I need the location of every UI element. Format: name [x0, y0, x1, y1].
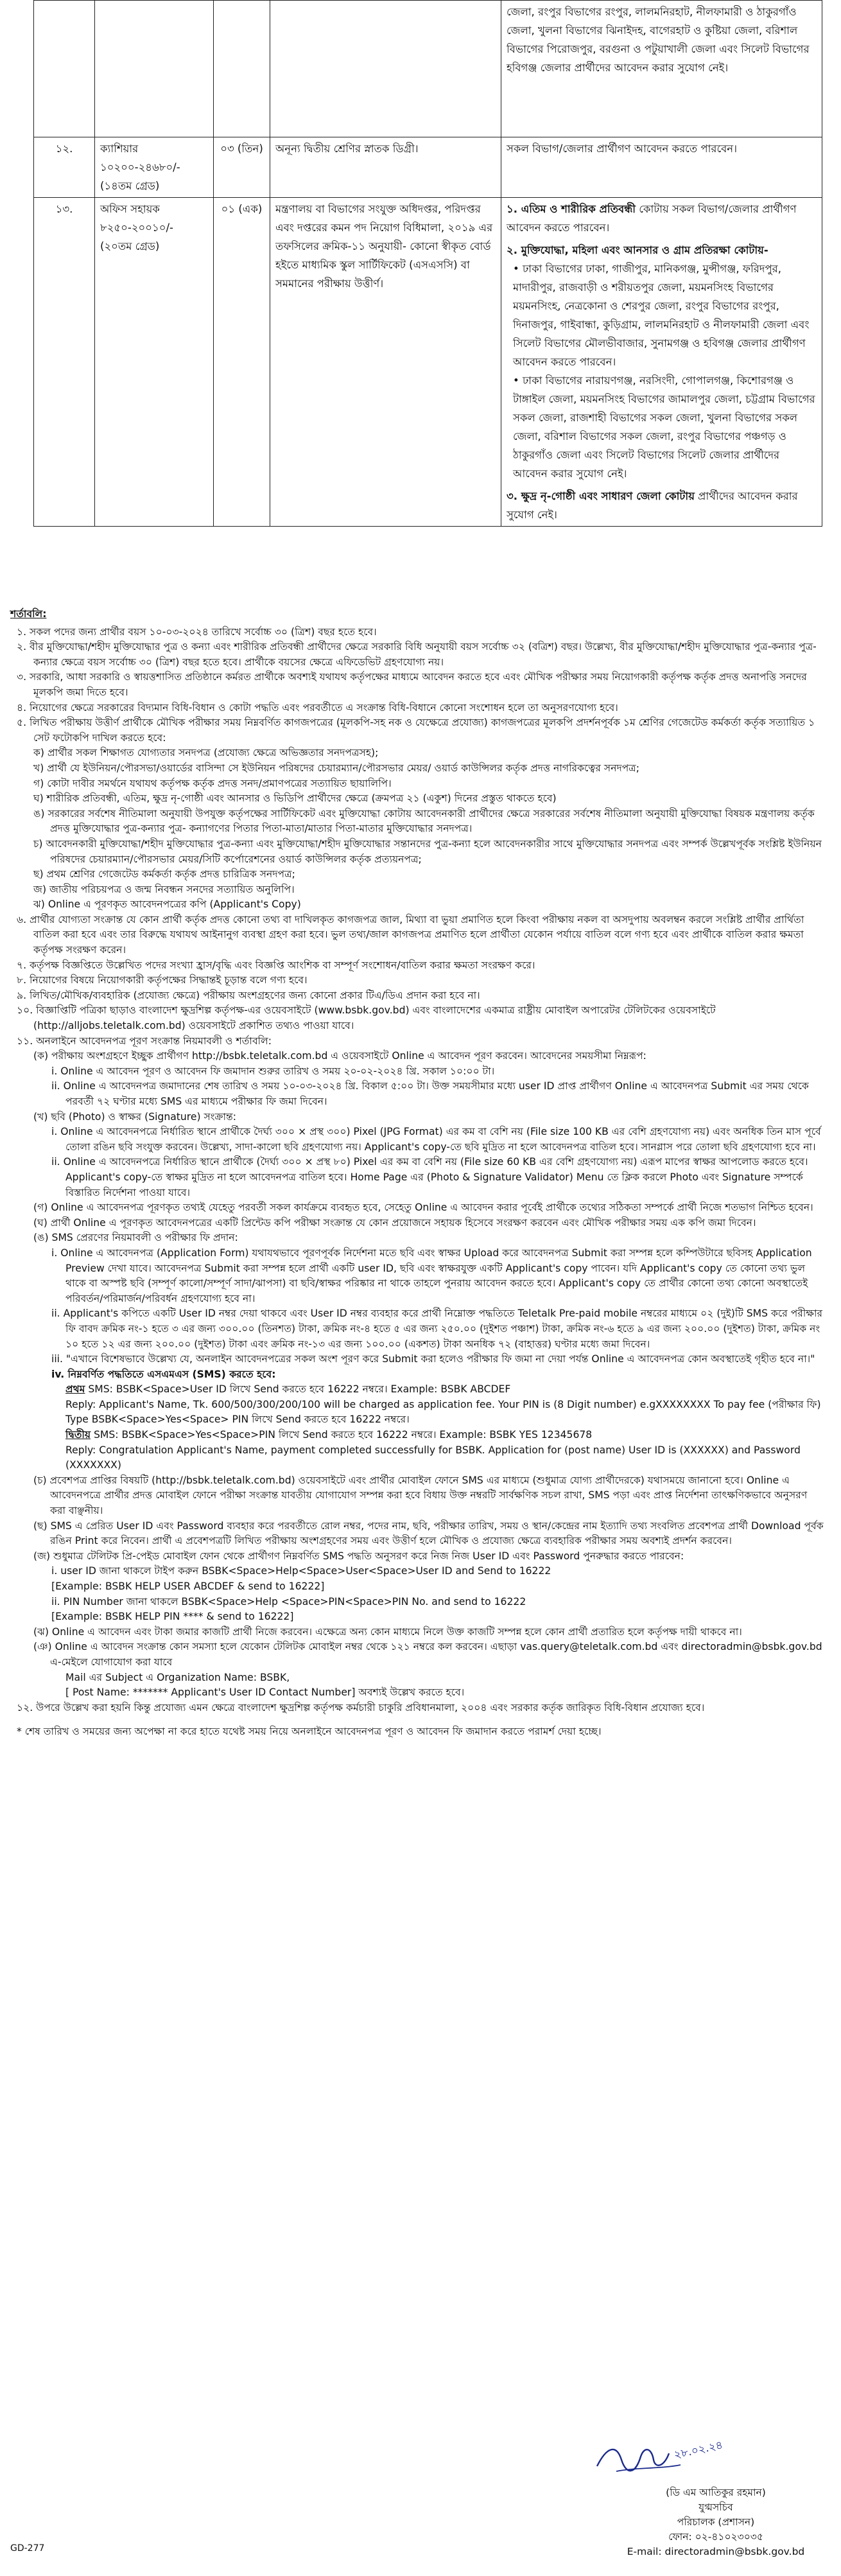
quota-item-head: ২. মুক্তিযোদ্ধা, মহিলা এবং আনসার ও গ্রাম প্রতিরক্ষা কোটায়-	[507, 244, 768, 256]
condition-subitem: ছ) প্রথম শ্রেণির গেজেটেড কর্মকর্তা কর্তৃক প্রদত্ত চারিত্রিক সনদপত্র;	[33, 868, 295, 881]
condition-item: ৩. সরকারি, আধা সরকারি ও স্বায়ত্তশাসিত প্রতিষ্ঠানে কর্মরত প্রার্থীকে অবশ্যই যথাযথ কর্তৃপক্ষের মাধ্যমে আবেদন করতে হবে এবং মৌখিক পরীক্ষার সময় নিয়োগকারী কর্তৃপক্ষ কর্তৃক প্রদত্ত অনাপত্তি সনদের মূলকপি জমা দিতে হবে।	[17, 671, 807, 698]
mail-subject-line: Mail এর Subject এ Organization Name: BSBK,	[65, 1671, 290, 1683]
serial-cell: ১২.	[34, 137, 95, 198]
post-cell: ক্যাশিয়ার ১০২০০-২৪৬৮০/- (১৪তম গ্রেড)	[95, 137, 214, 198]
signature-image	[591, 2434, 732, 2482]
condition-subitem: (চ) প্রবেশপত্র প্রাপ্তির বিষয়টি (http://bsbk.teletalk.com.bd) ওয়েবসাইটে এবং প্রার্থীর মোবাইল ফোনে SMS এর মাধ্যমে (শুধুমাত্র যোগ্য প্রার্থীদেরকে) যথাসময়ে জানানো হবে। Online এ আবেদনপত্রে প্রার্থীর প্রদত্ত মোবাইল ফোনে পরীক্ষা সংক্রান্ত যাবতীয় যোগাযোগ সম্পন্ন করা হবে বিধায় উক্ত নম্বরটি সার্বক্ষণিক সচল রাখা, SMS পড়া এবং প্রাপ্ত নির্দেশনা তাৎক্ষণিকভাবে অনুসরণ করা বাঞ্ছনীয়।	[33, 1474, 808, 1517]
table-row	[34, 137, 822, 198]
job-table	[33, 0, 822, 527]
officer-name: (ডি এম আতিকুর রহমান)	[666, 2487, 766, 2498]
condition-item: ৬. প্রার্থীর যোগ্যতা সংক্রান্ত যে কোন প্রার্থী কর্তৃক প্রদত্ত কোনো তথ্য বা দাখিলকৃত কাগজপত্র জাল, মিথ্যা বা ভুয়া প্রমাণিত হলে কিংবা পরীক্ষায় নকল বা অসদুপায় অবলম্বন করলে সংশ্লিষ্ট প্রার্থীর প্রার্থিতা বাতিল করা হবে এবং তার বিরুদ্ধে যথাযথ আইনানুগ ব্যবস্থা গ্রহণ করা হবে। ভুল তথ্য/জাল কাগজপত্র প্রমাণিত হলে প্রার্থীতা যেকোন পর্যায়ে বাতিল বলে গণ্য হবে এবং প্রার্থীকে বাতিল করার ক্ষমতা কর্তৃপক্ষ সংরক্ষণ করেন।	[17, 913, 804, 956]
officer-position: পরিচালক (প্রশাসন)	[677, 2516, 755, 2528]
condition-item: ৫. লিখিত পরীক্ষায় উত্তীর্ণ প্রার্থীকে মৌখিক পরীক্ষার সময় নিম্নবর্ণিত কাগজপত্রের (মূলকপি-সহ নক ও যেক্ষেত্রে প্রযোজ্য) কাগজপত্রের মূলকপি প্রদর্শনপূর্বক ১ম শ্রেণির গেজেটেড কর্মকর্তা কর্তৃক সত্যায়িত ১ সেট ফটোকপি দাখিল করতে হবে:	[17, 717, 815, 744]
condition-subitem: খ) প্রার্থী যে ইউনিয়ন/পৌরসভা/ওয়ার্ডের বাসিন্দা সে ইউনিয়ন পরিষদের চেয়ারম্যান/পৌরসভার মেয়র/ ওয়ার্ড কাউন্সিলর কর্তৃক প্রদত্ত নাগরিকত্বের সনদপত্র;	[33, 762, 640, 774]
officer-phone: ফোন: ০২-৪১০২৩০৩৫	[668, 2531, 763, 2543]
condition-subsubitem: i. user ID জানা থাকলে টাইপ করুন BSBK<Space>Help<Space>User<Space>User ID and Send to 16222	[51, 1565, 551, 1577]
condition-subitem: (জ) শুধুমাত্র টেলিটক প্রি-পেইড মোবাইল ফোন থেকে প্রার্থীগণ নিম্নবর্ণিত SMS পদ্ধতি অনুসরণ করে নিজ নিজ User ID এবং Password পুনরুদ্ধার করতে পারবেন:	[33, 1550, 684, 1562]
condition-subsubitem: ii. Online এ আবেদনপত্র জমাদানের শেষ তারিখ ও সময় ১০-০৩-২০২৪ খ্রি. বিকাল ৫:০০ টা। উক্ত সময়সীমার মধ্যে user ID প্রাপ্ত প্রার্থীগণ Online এ আবেদনপত্র Submit এর সময় থেকে পরবর্তী ৭২ ঘণ্টার মধ্যে SMS এর মাধ্যমে পরীক্ষার ফি জমা দিবেন।	[51, 1080, 809, 1107]
officer-email: E-mail: directoradmin@bsbk.gov.bd	[627, 2546, 805, 2557]
post-name-line: [ Post Name: ******* Applicant's User ID Contact Number] অবশ্যই উল্লেখ করতে হবে।	[65, 1687, 465, 1699]
condition-subitem: (গ) Online এ আবেদনপত্র পূরণকৃত তথ্যই যেহেতু পরবর্তী সকল কার্যক্রমে ব্যবহৃত হবে, সেহেতু Online এ আবেদন করার পূর্বেই প্রার্থীকে তথ্যের সঠিকতা সম্পর্কে প্রার্থী নিজে শতভাগ নিশ্চিত হবেন।	[33, 1202, 813, 1214]
quota-cell: সকল বিভাগ/জেলার প্রার্থীগণ আবেদন করতে পারবেন।	[501, 137, 822, 198]
condition-subitem: জ) জাতীয় পরিচয়পত্র ও জন্ম নিবন্ধন সনদের সত্যায়িত অনুলিপি।	[33, 883, 295, 895]
table-row	[34, 1, 822, 137]
condition-item: ১১. অনলাইনে আবেদনপত্র পূরণ সংক্রান্ত নিয়মাবলী ও শর্তাবলি:	[17, 1035, 272, 1047]
officer-title: যুগ্মসচিব	[698, 2502, 733, 2513]
condition-item: ১২. উপরে উল্লেখ করা হয়নি কিন্তু প্রযোজ্য এমন ক্ষেত্রে বাংলাদেশ ক্ষুদ্রশিল্প কর্তৃপক্ষ কর্মচারী চাকুরি প্রবিধানমালা, ২০০৪ এবং সরকার কর্তৃক জারিকৃত বিধি-বিধান প্রযোজ্য হবে।	[17, 1701, 705, 1713]
condition-subitem: গ) কোটা দাবীর সমর্থনে যথাযথ কর্তৃপক্ষ কর্তৃক প্রদত্ত সনদ/প্রমাণপত্রের সত্যায়িত ছায়ালিপি।	[33, 777, 392, 789]
condition-item: ৯. লিখিত/মৌখিক/ব্যবহারিক (প্রযোজ্য ক্ষেত্রে) পরীক্ষায় অংশগ্রহণের জন্য কোনো প্রকার টিএ/ডিএ প্রদান করা হবে না।	[17, 989, 480, 1001]
signature-block	[607, 2485, 825, 2559]
condition-subitem: ঝ) Online এ পূরণকৃত আবেদনপত্রের কপি (Applicant's Copy)	[33, 898, 301, 911]
sms-reply: Reply: Applicant's Name, Tk. 600/500/300/200/100 will be charged as application fee. Your PIN is (8 Digit number) e.gXXXXXXXX To pay fee (পরীক্ষার ফি) Type BSBK<Space>Yes<Space> PIN লিখে Send করতে হবে 16222 নম্বরে।	[65, 1398, 821, 1426]
quota-bullet: • ঢাকা বিভাগের নারায়ণগঞ্জ, নরসিংদী, গোপালগঞ্জ, কিশোরগঞ্জ ও টাঙ্গাইল জেলা, ময়মনসিংহ বিভাগের জামালপুর জেলা, চট্টগ্রাম বিভাগের সকল জেলা, রাজশাহী বিভাগের সকল জেলা, খুলনা বিভাগের সকল জেলা, বরিশাল বিভাগের সকল জেলা, রংপুর বিভাগের পঞ্চগড় ও ঠাকুরগাঁও জেলা এবং সিলেট বিভাগের সিলেট জেলার প্রার্থীদের আবেদন করার সুযোগ নেই।	[513, 374, 815, 480]
count-cell: ০৩ (তিন)	[214, 137, 270, 198]
condition-subsubitem: ii. Applicant's কপিতে একটি User ID নম্বর দেয়া থাকবে এবং User ID নম্বর ব্যবহার করে প্রার্থী নিম্নোক্ত পদ্ধতিতে Teletalk Pre-paid mobile নম্বরের মাধ্যমে ০২ (দুই)টি SMS করে পরীক্ষার ফি বাবদ ক্রমিক নং-১ হতে ৩ এর জন্য ৩০০.০০ (তিনশত) টাকা, ক্রমিক নং-৪ হতে ৫ এর জন্য ২৫০.০০ (দুইশত পঞ্চাশ) টাকা, ক্রমিক নং-৬ হতে ৯ এর জন্য ২০০.০০ (দুইশত) টাকা, ক্রমিক নং ১০ হতে ১২ এর জন্য ২০০.০০ (দুইশত) টাকা এবং ক্রমিক নং-১৩ এর জন্য ১০০.০০ (একশত) টাকা অনধিক ৭২ (বাহাত্তর) ঘণ্টার মধ্যে জমা দিবেন।	[51, 1308, 823, 1350]
condition-subsubitem: ii. PIN Number জানা থাকলে BSBK<Space>Help <Space>PIN<Space>PIN No. and send to 16222	[51, 1595, 526, 1608]
condition-subsubitem: [Example: BSBK HELP PIN **** & send to 16222]	[51, 1611, 294, 1623]
condition-subitem: (ক) পরীক্ষায় অংশগ্রহণে ইচ্ছুক প্রার্থীগণ http://bsbk.teletalk.com.bd এ ওয়েবসাইটে Online এ আবেদন পূরণ করবেন। আবেদনের সময়সীমা নিম্নরূপ:	[33, 1050, 646, 1062]
qualification-cell: মন্ত্রণালয় বা বিভাগের সংযুক্ত অধিদপ্তর, পরিদপ্তর এবং দপ্তরের কমন পদ নিয়োগ বিধিমালা, ২০১৯ এর তফসিলের ক্রমিক-১১ অনুযায়ী- কোনো স্বীকৃত বোর্ড হইতে মাধ্যমিক স্কুল সার্টিফিকেট (এসএসসি) বা সমমানের পরীক্ষায় উত্তীর্ণ।	[270, 198, 501, 527]
quota-item: ১. এতিম ও শারীরিক প্রতিবন্ধী কোটায় সকল বিভাগ/জেলার প্রার্থীগণ আবেদন করতে পারবেন।	[507, 203, 797, 234]
document-code: GD-277	[10, 2543, 45, 2554]
condition-subitem: ক) প্রার্থীর সকল শিক্ষাগত যোগ্যতার সনদপত্র (প্রযোজ্য ক্ষেত্রে অভিজ্ঞতার সনদপত্রসহ);	[33, 747, 379, 759]
quota-cell	[501, 198, 822, 527]
condition-subitem: ঙ) সরকারের সর্বশেষ নীতিমালা অনুযায়ী উপযুক্ত কর্তৃপক্ষের সার্টিফিকেট এবং মুক্তিযোদ্ধা কোটায় আবেদনকারী প্রার্থীদের ক্ষেত্রে সরকারের সর্বশেষ নীতিমালা অনুযায়ী মুক্তিযোদ্ধা বিষয়ক মন্ত্রণালয় কর্তৃক প্রদত্ত মুক্তিযোদ্ধার পুত্র-কন্যার পুত্র- কন্যাগণের পিতার পিতা-মাতা/মাতার পিতা-মাতার মুক্তিযোদ্ধার সনদপত্র।	[33, 807, 815, 835]
table-row	[34, 198, 822, 527]
condition-subitem: (ছ) SMS এ প্রেরিত User ID এবং Password ব্যবহার করে পরবর্তীতে রোল নম্বর, পদের নাম, ছবি, পরীক্ষার তারিখ, সময় ও স্থান/কেন্দ্রের নাম ইত্যাদি তথ্য সংবলিত প্রবেশপত্র প্রার্থী Download পূর্বক রঙিন Print করে নিবেন। প্রার্থী এ প্রবেশপত্রটি লিখিত পরীক্ষায় অংশগ্রহণের সময় এবং উত্তীর্ণ হলে মৌখিক ও প্রযোজ্য ক্ষেত্রে ব্যবহারিক পরীক্ষার সময় অবশ্যই প্রদর্শন করবেন।	[33, 1520, 824, 1547]
condition-subsubitem: i. Online এ আবেদনপত্র (Application Form) যথাযথভাবে পূরণপূর্বক নির্দেশনা মতে ছবি এবং স্বাক্ষর Upload করে আবেদনপত্র Submit করা সম্পন্ন হলে কম্পিউটারে ছবিসহ Application Preview দেখা যাবে। আবেদনপত্র Submit করা সম্পন্ন হলে প্রার্থী একটি user ID, ছবি এবং স্বাক্ষরযুক্ত একটি Applicant's copy পাবেন। যদি Applicant's copy তে কোনো তথ্য ভুল থাকে বা অস্পষ্ট ছবি (সম্পূর্ণ কালো/সম্পূর্ণ সাদা/ঝাপসা) বা ছবি/স্বাক্ষর পরিষ্কার না থাকে তাহলে পুনরায় আবেদন করতে হবে। Applicant's copy তে প্রার্থীর কোনো তথ্য কোনো অবস্থাতেই পরিবর্তন/পরিমার্জন/পরিবর্ধন গ্রহণযোগ্য হবে না।	[51, 1247, 812, 1304]
conditions-section	[10, 607, 826, 1740]
quota-cell: জেলা, রংপুর বিভাগের রংপুর, লালমনিরহাট, নীলফামারী ও ঠাকুরগাঁও জেলা, খুলনা বিভাগের ঝিনাইদহ, বাগেরহাট ও কুষ্টিয়া জেলা, বরিশাল বিভাগের পিরোজপুর, বরগুনা ও পটুয়াখালী জেলা এবং সিলেট বিভাগের হবিগঞ্জ জেলার প্রার্থীদের আবেদন করার সুযোগ নেই।	[501, 1, 822, 137]
count-cell: ০১ (এক)	[214, 198, 270, 527]
condition-subitem: (ঙ) SMS প্রেরণের নিয়মাবলী ও পরীক্ষার ফি প্রদান:	[33, 1232, 238, 1244]
condition-subitem: (ঞ) Online এ আবেদন সংক্রান্ত কোন সমস্যা হলে যেকোন টেলিটক মোবাইল নম্বর থেকে ১২১ নম্বরে কল করবেন। এছাড়া vas.query@teletalk.com.bd এবং directoradmin@bsbk.gov.bd এ-মেইলে যোগাযোগ করা যাবে	[33, 1641, 822, 1668]
advice-note: * শেষ তারিখ ও সময়ের জন্য অপেক্ষা না করে হাতে যথেষ্ট সময় নিয়ে অনলাইনে আবেদনপত্র পূরণ ও আবেদন ফি জমাদান করতে পরামর্শ দেয়া হচ্ছে।	[17, 1726, 602, 1738]
condition-subsubitem: i. Online এ আবেদনপত্রে নির্ধারিত স্থানে প্রার্থীকে দৈর্ঘ্য ৩০০ × প্রস্থ ৩০০) Pixel (JPG Format) এর কম বা বেশি নয় (File size 100 KB এর বেশি গ্রহণযোগ্য নয়) এবং অনধিক তিন মাস পূর্বে তোলা রঙিন ছবি সংযুক্ত করবেন। উল্লেখ্য, সাদা-কালো ছবি গ্রহণযোগ্য নয়। Applicant's copy-তে ছবি মুদ্রিত না হলে আবেদনপত্র বাতিল হবে। সানগ্লাস পরে তোলা ছবি গ্রহণযোগ্য হবে না।	[51, 1126, 821, 1153]
condition-subsubitem: iv. নিম্নবর্ণিত পদ্ধতিতে এসএমএস (SMS) করতে হবে:	[51, 1368, 276, 1380]
condition-subsubitem: iii. "এখানে বিশেষভাবে উল্লেখ্য যে, অনলাইন আবেদনপত্রের সকল অংশ পূরণ করে Submit করা হলেও পরীক্ষার ফি জমা না দেয়া পর্যন্ত Online এ আবেদনপত্র কোন অবস্থাতেই গৃহীত হবে না।"	[51, 1353, 815, 1365]
sms-reply: Reply: Congratulation Applicant's Name, payment completed successfully for BSBK. Application for (post name) User ID is (XXXXXX) and Password (XXXXXXX)	[65, 1444, 801, 1471]
conditions-heading: শর্তাবলি:	[10, 608, 47, 620]
condition-subsubitem: ii. Online এ আবেদনপত্রে নির্ধারিত স্থানে প্রার্থীকে (দৈর্ঘ্য ৩০০ × প্রস্থ ৮০) Pixel এর কম বা বেশি নয় (File size 60 KB এর বেশি গ্রহণযোগ্য নয়) এরূপ মাপের স্বাক্ষর আপলোড করতে হবে। Applicant's copy-তে স্বাক্ষর মুদ্রিত না হলে আবেদনপত্র বাতিল হবে। Home Page এর (Photo & Signature Validator) Menu তে ক্লিক করলে Photo এবং Signature সম্পর্কে বিস্তারিত নির্দেশনা পাওয়া যাবে।	[51, 1156, 808, 1198]
quota-item: ৩. ক্ষুদ্র নৃ-গোষ্ঠী এবং সাধারণ জেলা কোটায় প্রার্থীদের আবেদন করার সুযোগ নেই।	[507, 490, 798, 521]
sms-step: দ্বিতীয় SMS: BSBK<Space>Yes<Space>PIN লিখে Send করতে হবে 16222 নম্বরে। Example: BSBK YES 12345678	[65, 1429, 593, 1441]
condition-item: ২. বীর মুক্তিযোদ্ধা/শহীদ মুক্তিযোদ্ধার পুত্র ও কন্যা এবং শারীরিক প্রতিবন্ধী প্রার্থীদের ক্ষেত্রে সরকারি বিধি অনুযায়ী বয়স সর্বোচ্চ ৩২ (বত্রিশ) বছর। উল্লেখ্য, বীর মুক্তিযোদ্ধা/শহীদ মুক্তিযোদ্ধার পুত্র-কন্যার পুত্র-কন্যার ক্ষেত্রে বয়স সর্বোচ্চ ৩০ (ত্রিশ) বছর হতে হবে। প্রার্থীকে বয়সের ক্ষেত্রে এফিডেভিট গ্রহণযোগ্য নয়।	[17, 641, 817, 668]
condition-subitem: (খ) ছবি (Photo) ও স্বাক্ষর (Signature) সংক্রান্ত:	[33, 1110, 237, 1123]
condition-item: ৮. নিয়োগের বিষয়ে নিয়োগকারী কর্তৃপক্ষের সিদ্ধান্তই চূড়ান্ত বলে গণ্য হবে।	[17, 974, 308, 986]
serial-cell: ১৩.	[34, 198, 95, 527]
condition-subsubitem: i. Online এ আবেদন পূরণ ও আবেদন ফি জমাদান শুরুর তারিখ ও সময় ২০-০২-২০২৪ খ্রি. সকাল ১০:০০ টা।	[51, 1065, 495, 1077]
condition-item: ১. সকল পদের জন্য প্রার্থীর বয়স ১০-০৩-২০২৪ তারিখে সর্বোচ্চ ৩০ (ত্রিশ) বছর হতে হবে।	[17, 626, 377, 638]
condition-subitem: (ঝ) Online এ আবেদন এবং টাকা জমার কাজটি প্রার্থী নিজে করবেন। এক্ষেত্রে অন্য কোন মাধ্যমে নিলে উক্ত কাজটি সম্পন্ন হলে কোন প্রার্থী প্রতারিত হলে কর্তৃপক্ষ দায়ী থাকবে না।	[33, 1625, 742, 1638]
post-cell: অফিস সহায়ক ৮২৫০-২০০১০/- (২০তম গ্রেড)	[95, 198, 214, 527]
condition-subsubitem: [Example: BSBK HELP USER ABCDEF & send to 16222]	[51, 1581, 325, 1592]
condition-subitem: চ) আবেদনকারী মুক্তিযোদ্ধা/শহীদ মুক্তিযোদ্ধার পুত্র-কন্যা এবং মুক্তিযোদ্ধা/শহীদ মুক্তিযোদ্ধার সন্তানদের পুত্র-কন্যা হলে আবেদনকারীর সাথে মুক্তিযোদ্ধার সনদপত্র এবং সম্পর্ক উল্লেখপূর্বক সংশ্লিষ্ট ইউনিয়ন পরিষদের চেয়ারম্যান/পৌরসভার মেয়র/সিটি কর্পোরেশনের ওয়ার্ড কাউন্সিলর কর্তৃক প্রত্যয়নপত্র;	[33, 837, 822, 865]
condition-subitem: (ঘ) প্রার্থী Online এ পূরণকৃত আবেদনপত্রের একটি প্রিন্টেড কপি পরীক্ষা সংক্রান্ত যে কোন প্রয়োজনে সহায়ক হিসেবে সংরক্ষণ করবেন এবং মৌখিক পরীক্ষার সময় এক কপি জমা দিবেন।	[33, 1216, 756, 1229]
signature-date: ২৮.০২.২৪	[673, 2439, 724, 2462]
condition-item: ১০. বিজ্ঞাপ্তিটি পত্রিকা ছাড়াও বাংলাদেশ ক্ষুদ্রশিল্প কর্তৃপক্ষ-এর ওয়েবসাইটে (www.bsbk.gov.bd) এবং বাংলাদেশের একমাত্র রাষ্ট্রীয় মোবাইল অপারেটর টেলিটকের ওয়েবসাইটে (http://alljobs.teletalk.com.bd) ওয়েবসাইটে প্রকাশিত তথ্যও পাওয়া যাবে।	[17, 1004, 716, 1032]
quota-bullet: • ঢাকা বিভাগের ঢাকা, গাজীপুর, মানিকগঞ্জ, মুন্সীগঞ্জ, ফরিদপুর, মাদারীপুর, রাজবাড়ী ও শরীয়তপুর জেলা, ময়মনসিংহ বিভাগের ময়মনসিংহ, নেত্রকোনা ও শেরপুর জেলা, রংপুর বিভাগের রংপুর, দিনাজপুর, গাইবান্ধা, কুড়িগ্রাম, লালমনিরহাট ও নীলফামারী জেলা এবং সিলেট বিভাগের মৌলভীবাজার, সুনামগঞ্জ ও হবিগঞ্জ জেলার প্রার্থীগণ আবেদন করতে পারবেন।	[513, 263, 810, 368]
condition-subitem: ঘ) শারীরিক প্রতিবন্ধী, এতিম, ক্ষুদ্র নৃ-গোষ্ঠী এবং আনসার ও ভিডিপি প্রার্থীদের ক্ষেত্রে (ক্রমপত্র ২১ (একুশ) দিনের প্রস্তুত থাকতে হবে)	[33, 793, 557, 805]
condition-item: ৭. কর্তৃপক্ষ বিজ্ঞপ্তিতে উল্লেখিত পদের সংখ্যা হ্রাস/বৃদ্ধি এবং বিজ্ঞপ্তি আংশিক বা সম্পূর্ণ সংশোধন/বাতিল করার ক্ষমতা সংরক্ষণ করে।	[17, 959, 535, 971]
qualification-cell: অনূন্য দ্বিতীয় শ্রেণির স্নাতক ডিগ্রী।	[270, 137, 501, 198]
sms-step: প্রথম SMS: BSBK<Space>User ID লিখে Send করতে হবে 16222 নম্বরে। Example: BSBK ABCDEF	[65, 1383, 511, 1396]
condition-item: ৪. নিয়োগের ক্ষেত্রে সরকারের বিদ্যমান বিধি-বিধান ও কোটা পদ্ধতি এবং পরবর্তীতে এ সংক্রান্ত বিধি-বিধানে কোনো সংশোধন হলে তা অনুসরণযোগ্য হবে।	[17, 701, 618, 714]
